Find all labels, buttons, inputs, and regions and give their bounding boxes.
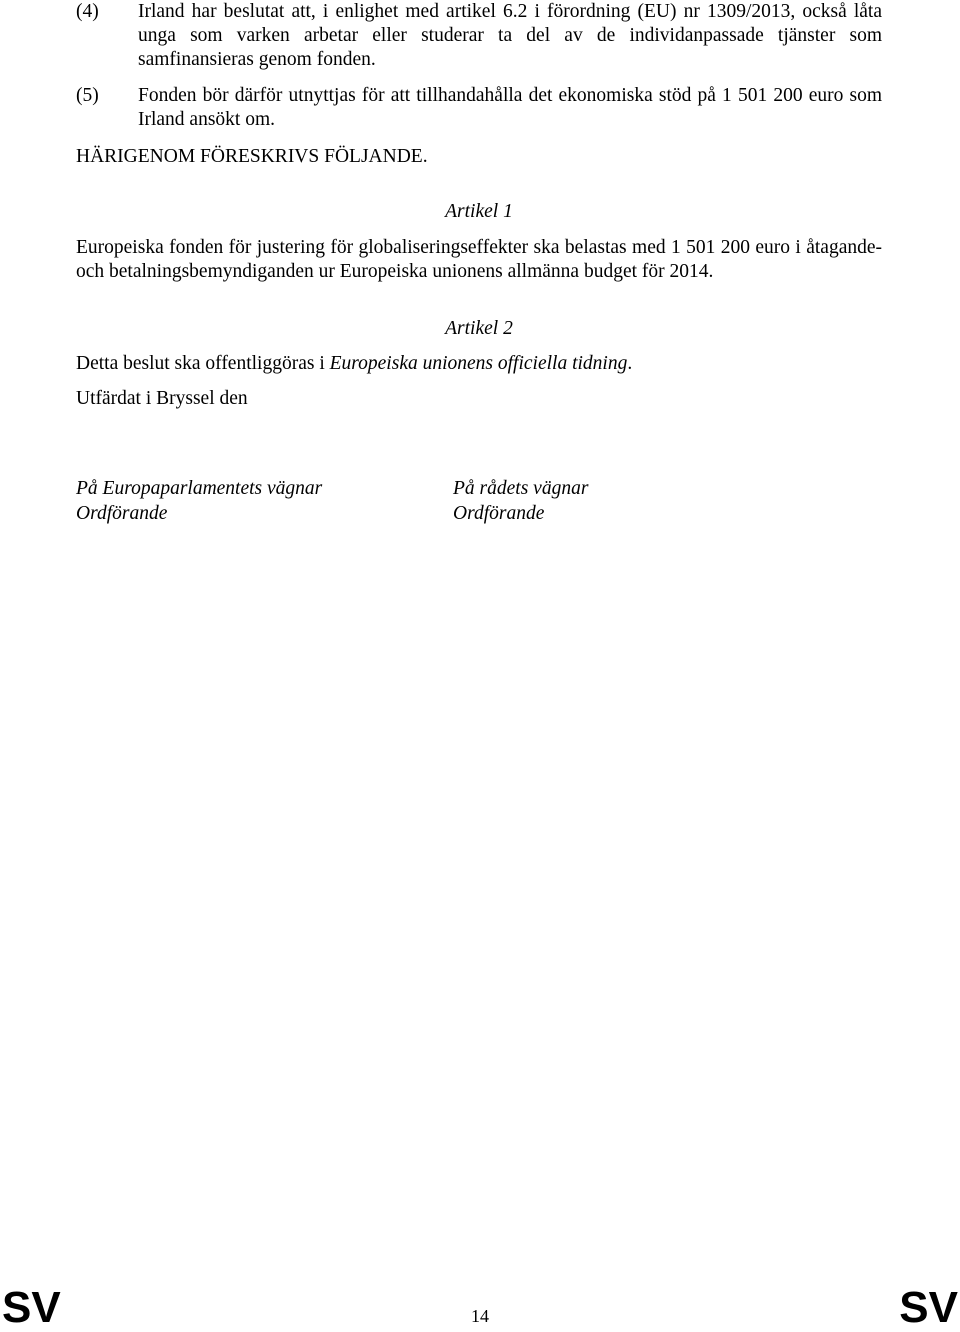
enacting-formula: HÄRIGENOM FÖRESKRIVS FÖLJANDE. xyxy=(76,146,428,167)
done-at: Utfärdat i Bryssel den xyxy=(76,388,248,409)
signature-parliament-role: Ordförande xyxy=(76,503,168,524)
journal-title: Europeiska unionens officiella tidning xyxy=(329,353,628,374)
signature-council-role: Ordförande xyxy=(453,503,545,524)
recital-text: Irland har beslutat att, i enlighet med artikel 6.2 i förordning (EU) nr 1309/2013, också låta unga som varken arbetar eller studerar ta del av de individanpassade tjänster som samfinansieras genom fonden. xyxy=(138,1,882,70)
recital-number: (5) xyxy=(76,85,99,106)
article-2-text-after: . xyxy=(627,353,633,374)
article-2-text-before: Detta beslut ska offentliggöras i xyxy=(76,353,330,374)
signature-parliament-for: På Europaparlamentets vägnar xyxy=(76,478,323,499)
footer-language-right: SV xyxy=(899,1283,958,1332)
recital-number: (4) xyxy=(76,1,99,22)
article-1-text: Europeiska fonden för justering för globaliseringseffekter ska belastas med 1 501 200 euro i åtagande- och betalningsbemyndiganden ur Europeiska unionens allmänna budget för 2014. xyxy=(76,237,882,282)
recital-text: Fonden bör därför utnyttjas för att tillhandahålla det ekonomiska stöd på 1 501 200 euro som Irland ansökt om. xyxy=(138,85,882,130)
article-1-heading: Artikel 1 xyxy=(445,201,513,222)
signature-council-for: På rådets vägnar xyxy=(453,478,589,499)
recital-5 xyxy=(76,84,882,132)
article-2-heading: Artikel 2 xyxy=(445,318,513,339)
signature-council xyxy=(453,476,588,526)
page-number: 14 xyxy=(471,1306,489,1326)
article-2-text xyxy=(76,352,882,376)
recital-4 xyxy=(76,0,882,72)
signature-parliament xyxy=(76,476,322,526)
footer-language-left: SV xyxy=(2,1283,61,1332)
